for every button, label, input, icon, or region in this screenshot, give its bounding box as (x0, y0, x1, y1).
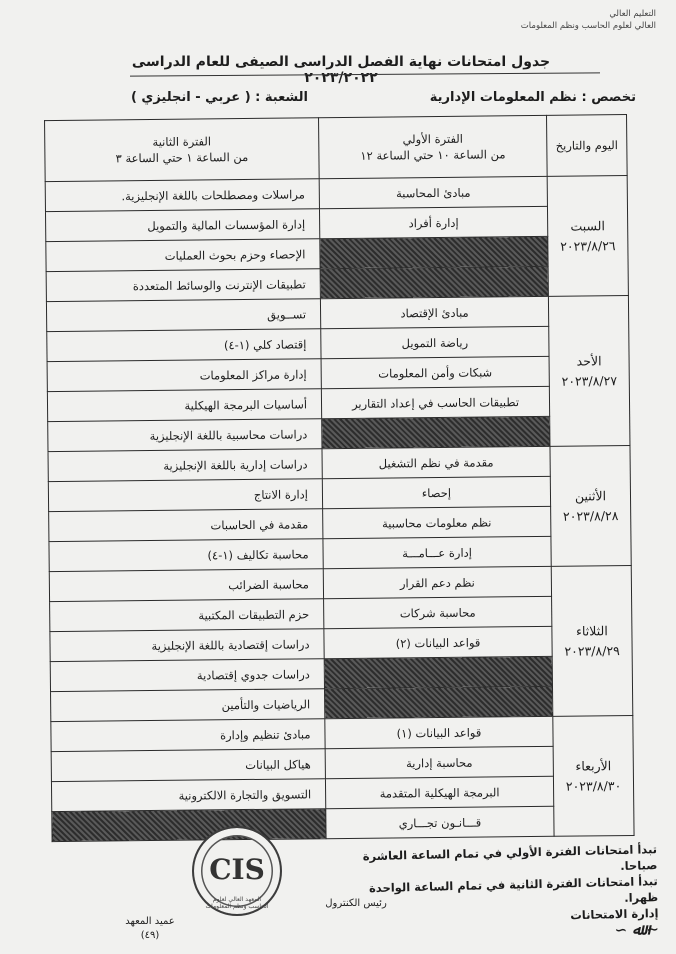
blocked-cell (322, 416, 550, 448)
period-2-subject: إدارة الانتاج (48, 479, 322, 512)
blocked-cell (324, 656, 552, 688)
blocked-cell (320, 266, 548, 298)
period-1-subject: إدارة عـــامـــة (323, 536, 551, 568)
period-2-subject: هياكل البيانات (51, 749, 325, 782)
period-1-subject: محاسبة إدارية (325, 746, 553, 778)
period-1-subject: إدارة أفراد (319, 206, 547, 238)
period-2-subject: إدارة المؤسسات المالية والتمويل (45, 209, 319, 242)
blocked-cell (325, 686, 553, 718)
period-1-time: من الساعة ١٠ حتي الساعة ١٢ (360, 147, 506, 163)
day-date: ٢٠٢٣/٨/٢٨ (562, 507, 619, 524)
period-2-subject: حزم التطبيقات المكتبية (50, 599, 324, 632)
period-2-subject: دراسات جدوي إقتصادية (50, 659, 324, 692)
period-1-subject: تطبيقات الحاسب في إعداد التقارير (321, 386, 549, 418)
period-1-subject: قواعد البيانات (١) (325, 716, 553, 748)
day-cell (547, 176, 628, 297)
exams-admin-label: إدارة الامتحانات (570, 906, 659, 923)
day-date: ٢٠٢٣/٨/٣٠ (565, 777, 622, 794)
period-2-subject: دراسات إقتصادية باللغة الإنجليزية (50, 629, 324, 662)
period-2-subject: الإحصاء وحزم بحوث العمليات (46, 239, 320, 272)
page-title: جدول امتحانات نهاية الفصل الدراسى الصيفى للعام الدراسى ٢٠٢٣/٢٠٢٢ (131, 54, 551, 86)
period-1-subject: نظم دعم القرار (323, 566, 551, 598)
day-name: الثلاثاء (575, 622, 608, 639)
period-2-subject: دراسات إدارية باللغة الإنجليزية (48, 449, 322, 482)
control-head-label: رئيس الكنترول (325, 898, 387, 909)
period-1-subject: رياضة التمويل (321, 326, 549, 358)
period-2-subject: مراسلات ومصطلحات باللغة الإنجليزية. (45, 179, 319, 212)
day-name: الأربعاء (575, 757, 612, 774)
dean-signature-icon: (٤٩) (140, 930, 160, 941)
day-date: ٢٠٢٣/٨/٢٩ (564, 642, 620, 659)
day-name: الأحد (576, 352, 602, 369)
cis-logo: CIS (209, 853, 265, 886)
day-cell (551, 565, 633, 716)
period-2-subject: أساسيات البرمجة الهيكلية (47, 389, 321, 422)
period-2-subject: محاسبة الضرائب (49, 569, 323, 602)
institute-header (480, 8, 656, 32)
day-date: ٢٠٢٣/٨/٢٧ (561, 372, 618, 389)
day-cell (553, 715, 634, 836)
blocked-cell (52, 809, 326, 842)
day-cell (550, 445, 631, 566)
period-2-subject: إدارة مراكز المعلومات (47, 359, 321, 392)
specialization-label: تخصص : نظم المعلومات الإدارية (429, 90, 636, 105)
day-name: السبت (570, 217, 605, 234)
day-date: ٢٠٢٣/٨/٢٦ (560, 237, 616, 254)
column-header-day: اليوم والتاريخ (547, 115, 628, 177)
period-1-subject: محاسبة شركات (324, 596, 552, 628)
period-2-subject: تطبيقات الإنترنت والوسائط المتعددة (46, 269, 320, 302)
period-2-subject: الرياضيات والتأمين (51, 689, 325, 722)
period-2-subject: التسويق والتجارة الالكترونية (51, 779, 325, 812)
blocked-cell (320, 236, 548, 268)
period-1-subject: مبادئ الإقتصاد (320, 296, 548, 328)
institute-line-1: التعليم العالي (609, 9, 656, 19)
period-2-subject: إقتصاد كلي (١-٤) (47, 329, 321, 362)
column-header-period-1 (319, 115, 548, 178)
period-1-title: الفترة الأولي (402, 131, 464, 147)
period-2-subject: دراسات محاسبية باللغة الإنجليزية (48, 419, 322, 452)
day-cell (548, 295, 630, 446)
period-2-subject: مقدمة في الحاسبات (49, 509, 323, 542)
period-1-subject: مبادئ المحاسبة (319, 176, 547, 208)
dean-signature (118, 915, 182, 943)
period-1-subject: قواعد البيانات (٢) (324, 626, 552, 658)
stamp-ring-text: المعهد العالي لعلوم الحاسب ونظم المعلومات (205, 896, 269, 910)
period-1-subject: نظم معلومات محاسبية (323, 506, 551, 538)
period-1-subject: إحصاء (322, 476, 550, 508)
table-row (52, 805, 634, 841)
exams-admin-signature (338, 905, 659, 945)
period-1-subject: مقدمة في نظم التشغيل (322, 446, 550, 478)
period-2-subject: محاسبة تكاليف (١-٤) (49, 539, 323, 572)
dean-label: عميد المعهد (125, 916, 175, 927)
period-2-subject: مبادئ تنظيم وإدارة (51, 719, 325, 752)
exam-schedule-table (44, 114, 635, 842)
period-2-title: الفترة الثانية (152, 134, 212, 149)
table-header-row (45, 115, 628, 182)
period-2-time: من الساعة ١ حتي الساعة ٣ (115, 149, 249, 166)
period-1-subject: قـــانـون تجـــاري (326, 806, 554, 838)
institute-stamp (192, 826, 282, 916)
period-1-subject: البرمجة الهيكلية المتقدمة (325, 776, 553, 808)
column-header-period-2 (45, 118, 320, 182)
period-1-subject: شبكات وأمن المعلومات (321, 356, 549, 388)
notes-block (337, 841, 659, 945)
institute-line-2: العالي لعلوم الحاسب ونظم المعلومات (520, 21, 656, 31)
period-2-subject: تســويق (46, 299, 320, 332)
day-name: الأثنين (574, 487, 607, 504)
handwritten-signature-icon: ∽ ﷲ ∼ (614, 920, 660, 940)
branch-label: الشعبة : ( عربي - انجليزي ) (130, 90, 308, 105)
note-period-2: تبدأ امتحانات الفترة الثانية في تمام الساعة الواحدة ظهرا. (368, 874, 659, 905)
note-period-1: تبدأ امتحانات الفترة الأولي في تمام الساعة العاشرة صباحا. (362, 842, 658, 874)
